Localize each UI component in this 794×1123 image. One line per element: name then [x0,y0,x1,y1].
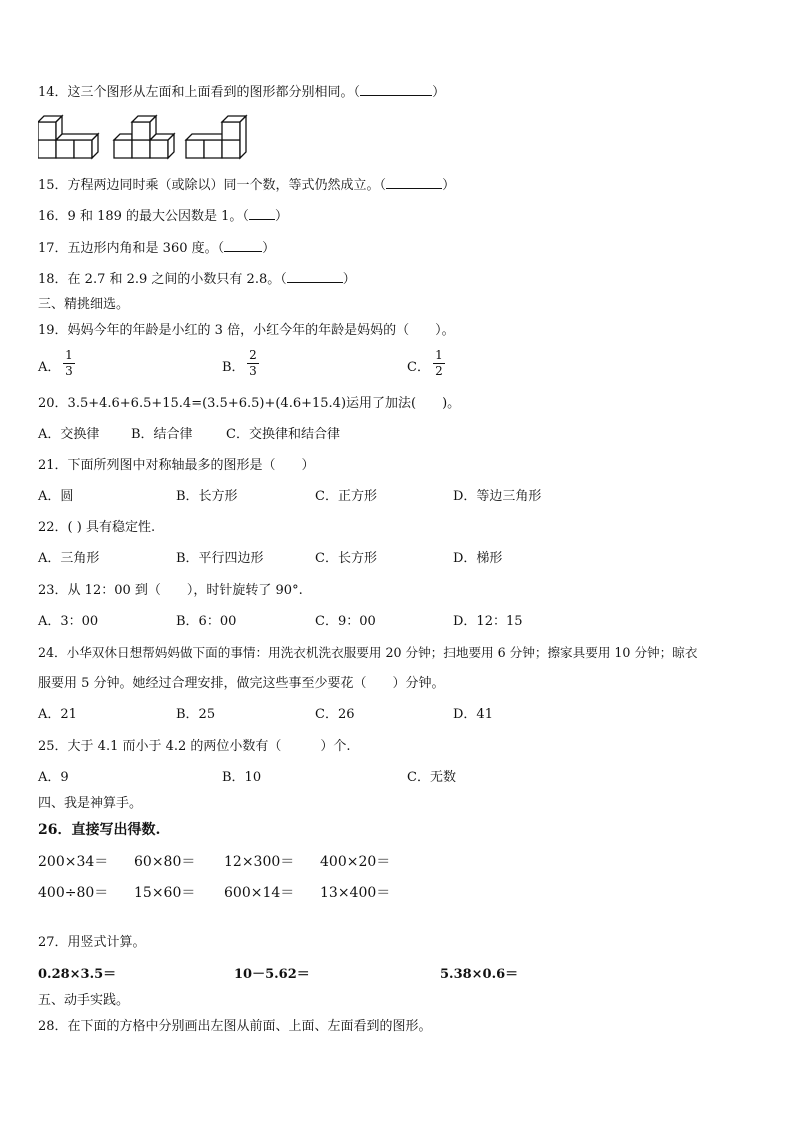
vertical-calc-item: 0.28×3.5＝ [38,967,117,982]
option-a[interactable]: A．交换律 [38,427,100,442]
option-a[interactable]: A．圆 [38,489,74,504]
question-23-stem: 23．从 12：00 到（ ），时针旋转了 90°. [38,583,303,598]
calc-item: 15×60＝ [134,885,196,901]
question-text: 方程两边同时乘（或除以）同一个数，等式仍然成立。（ [67,178,387,193]
option-d[interactable]: D．41 [453,707,493,722]
numerator: 1 [435,348,443,362]
question-14 [38,83,445,102]
numerator: 2 [249,348,257,362]
question-number: 15． [38,178,68,193]
question-24-stem-line-1: 24．小华双休日想帮妈妈做下面的事情：用洗衣机洗衣服要用 20 分钟；扫地要用 6 分钟；擦家具要用 10 分钟；晾衣 [38,645,698,660]
option-c-label[interactable]: C． [407,360,430,375]
option-d[interactable]: D．梯形 [453,551,503,566]
option-a[interactable]: A．21 [38,707,77,722]
question-28-stem: 28．在下面的方格中分别画出左图从前面、上面、左面看到的图形。 [38,1019,432,1034]
vertical-calc-item: 10－5.62＝ [234,967,310,982]
paren-close: ） [274,209,288,224]
question-text: 9 和 189 的最大公因数是 1。（ [67,209,249,224]
paren-close: ） [262,241,276,256]
option-c-fraction [433,349,445,378]
calc-item: 60×80＝ [134,854,196,870]
option-b-fraction [247,349,259,378]
question-24-stem-line-2: 服要用 5 分钟。她经过合理安排，做完这些事至少要花（ ）分钟。 [38,676,445,691]
denominator: 3 [249,364,257,378]
question-21-stem: 21．下面所列图中对称轴最多的图形是（ ） [38,458,315,473]
option-b[interactable]: B．25 [176,707,216,722]
question-26-title: 26．直接写出得数. [38,822,161,838]
paren-close: ） [342,272,356,287]
question-17 [38,239,275,258]
option-c[interactable]: C．9：00 [315,614,376,629]
paren-close: ） [432,85,446,100]
question-22-stem: 22．( ) 具有稳定性. [38,520,156,535]
paren-close: ） [442,178,456,193]
question-text: 在 2.7 和 2.9 之间的小数只有 2.8。（ [67,272,287,287]
option-b[interactable]: B．10 [222,770,262,785]
question-text: 这三个图形从左面和上面看到的图形都分别相同。（ [67,85,361,100]
option-c[interactable]: C．交换律和结合律 [226,427,340,442]
calc-item: 13×400＝ [320,885,391,901]
option-a[interactable]: A．三角形 [38,551,100,566]
question-15 [38,176,455,195]
option-d[interactable]: D．12：15 [453,614,523,629]
cube-figure-1 [38,116,98,158]
answer-blank[interactable] [386,176,442,189]
option-b[interactable]: B．6：00 [176,614,237,629]
calc-item: 600×14＝ [224,885,295,901]
option-b[interactable]: B．长方形 [176,489,238,504]
question-20-stem: 20．3.5+4.6+6.5+15.4=(3.5+6.5)+(4.6+15.4)运用了加法( )。 [38,396,461,411]
option-c[interactable]: C．26 [315,707,355,722]
question-number: 14． [38,85,68,100]
cube-figure-3 [186,116,246,158]
option-b[interactable]: B．平行四边形 [176,551,264,566]
question-19-stem: 19．妈妈今年的年龄是小红的 3 倍，小红今年的年龄是妈妈的（ ）。 [38,323,455,338]
option-a-label[interactable]: A． [38,360,61,375]
answer-blank[interactable] [360,83,432,96]
question-18 [38,270,356,289]
denominator: 3 [65,364,73,378]
question-number: 17． [38,241,68,256]
question-text: 五边形内角和是 360 度。（ [67,241,225,256]
question-27-title: 27．用竖式计算。 [38,935,146,950]
question-number: 18． [38,272,68,287]
option-d[interactable]: D．等边三角形 [453,489,542,504]
answer-blank[interactable] [249,207,275,220]
option-b-label[interactable]: B． [222,360,245,375]
calc-item: 12×300＝ [224,854,295,870]
answer-blank[interactable] [224,239,262,252]
cube-figure-2 [114,116,174,158]
vertical-calc-item: 5.38×0.6＝ [440,967,519,982]
question-16 [38,207,288,226]
option-a-fraction [63,349,75,378]
question-25-stem: 25．大于 4.1 而小于 4.2 的两位小数有（ ）个. [38,739,351,754]
option-c[interactable]: C．无数 [407,770,456,785]
numerator: 1 [65,348,73,362]
denominator: 2 [435,364,443,378]
option-b[interactable]: B．结合律 [131,427,193,442]
cube-figures [38,114,253,162]
question-number: 16． [38,209,68,224]
section-heading-3: 三、精挑细选。 [38,297,130,312]
calc-item: 400÷80＝ [38,885,109,901]
option-c[interactable]: C．长方形 [315,551,377,566]
option-a[interactable]: A．3：00 [38,614,99,629]
section-heading-5: 五、动手实践。 [38,993,130,1008]
calc-item: 400×20＝ [320,854,391,870]
option-a[interactable]: A．9 [38,770,69,785]
section-heading-4: 四、我是神算手。 [38,796,143,811]
option-c[interactable]: C．正方形 [315,489,377,504]
calc-item: 200×34＝ [38,854,109,870]
answer-blank[interactable] [287,270,343,283]
